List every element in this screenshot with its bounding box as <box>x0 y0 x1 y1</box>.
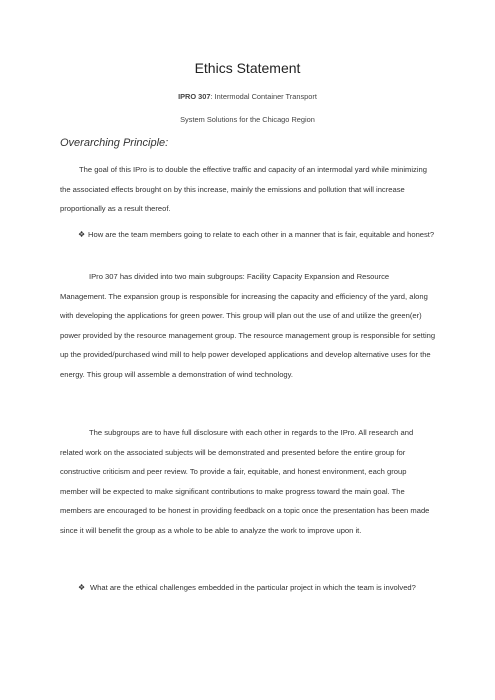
question-bullet-1 <box>78 225 438 245</box>
paragraph-goal: The goal of this IPro is to double the effective traffic and capacity of an intermodal yard while minimizing the associated effects brought on by this increase, mainly the emissions and pollution that will increase proportionally as a result thereof. <box>60 165 427 213</box>
paragraph-disclosure: The subgroups are to have full disclosure with each other in regards to the IPro. All research and related work on the associated subjects will be demonstrated and presented before the entire group for constructive criticism and peer review. To provide a fair, equitable, and honest environment, each group member will be expected to make significant contributions to make progress toward the main goal. The members are encouraged to be honest in providing feedback on a topic once the presentation has been made since it will benefit the group as a whole to be able to analyze the work to improve upon it. <box>60 428 430 535</box>
question-bullet-2 <box>78 578 438 598</box>
project-name: : Intermodal Container Transport <box>210 92 317 101</box>
project-subtitle-line2: System Solutions for the Chicago Region <box>180 115 315 124</box>
question-text-2: What are the ethical challenges embedded in the particular project in which the team is involved? <box>90 583 416 592</box>
diamond-bullet-icon: ❖ <box>78 230 86 239</box>
project-subtitle <box>0 91 495 103</box>
project-code: IPRO 307 <box>178 92 211 101</box>
document-title: Ethics Statement <box>194 60 301 76</box>
section-heading: Overarching Principle: <box>60 137 169 149</box>
question-text-1: How are the team members going to relate to each other in a manner that is fair, equitable and honest? <box>88 230 435 239</box>
diamond-bullet-icon: ❖ <box>78 583 86 592</box>
paragraph-subgroups: IPro 307 has divided into two main subgroups: Facility Capacity Expansion and Resource Management. The expansion group is responsible for increasing the capacity and efficiency of the yard, along with developing the applications for green power. This group will plan out the use of and utilize the green(er) power provided by the resource management group. The resource management group is responsible for setting up the provided/purchased wind mill to help power developed applications and develop alternative uses for the energy. This group will assemble a demonstration of wind technology. <box>60 272 436 379</box>
